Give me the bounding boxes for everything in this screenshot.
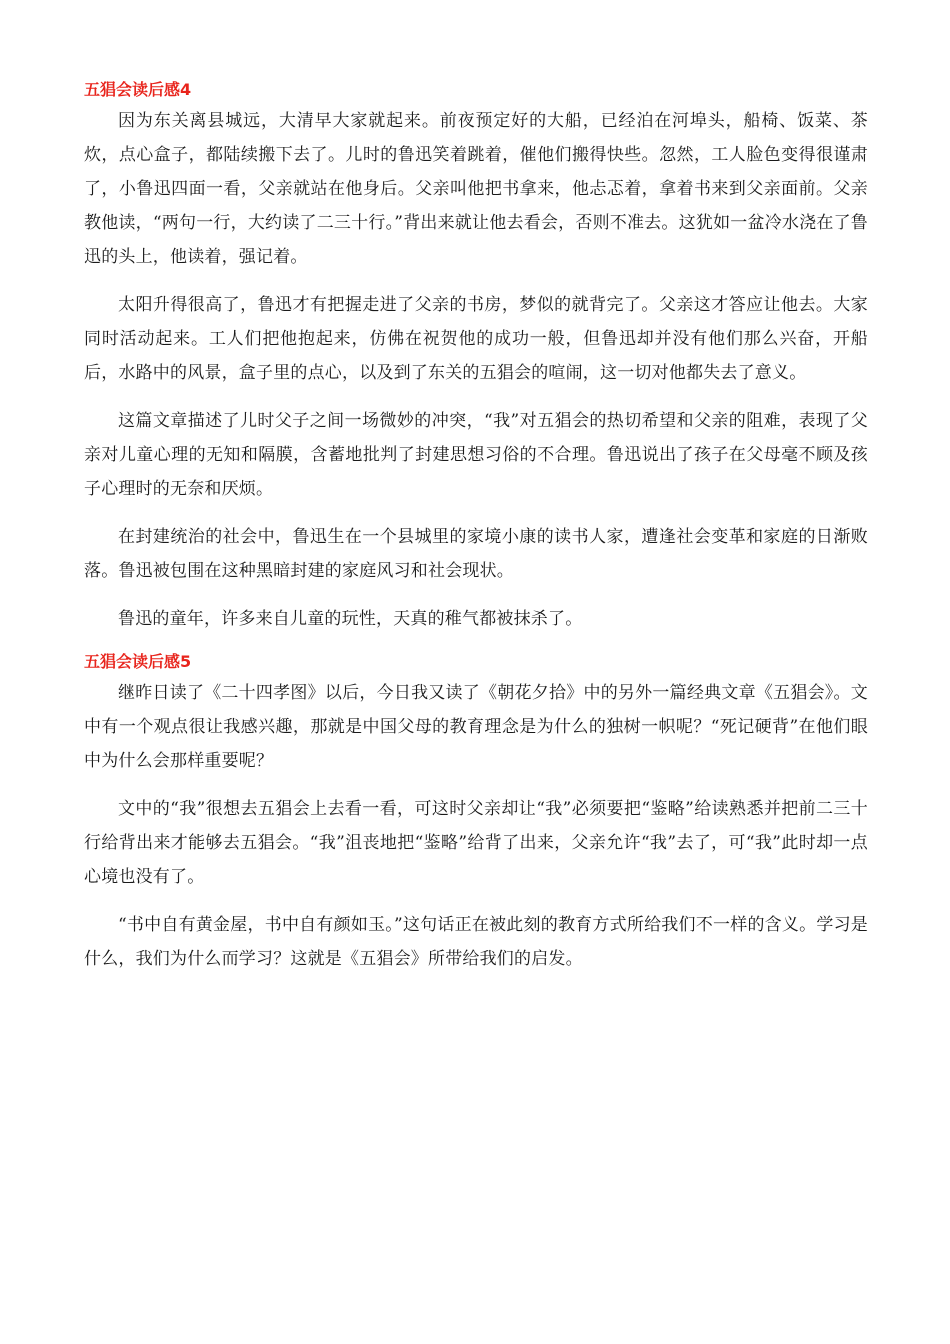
paragraph: 这篇文章描述了儿时父子之间一场微妙的冲突，“我”对五猖会的热切希望和父亲的阻难，表现了父亲对儿童心理的无知和隔膜，含蓄地批判了封建思想习俗的不合理。鲁迅说出了孩子在父母毫不顾及孩子心理时的无奈和厌烦。 (84, 411, 868, 499)
paragraph: “书中自有黄金屋，书中自有颜如玉。”这句话正在被此刻的教育方式所给我们不一样的含义。学习是什么，我们为什么而学习？这就是《五猖会》所带给我们的启发。 (84, 915, 868, 969)
paragraph: 太阳升得很高了，鲁迅才有把握走进了父亲的书房，梦似的就背完了。父亲这才答应让他去。大家同时活动起来。工人们把他抱起来，仿佛在祝贺他的成功一般，但鲁迅却并没有他们那么兴奋，开船后，水路中的风景，盒子里的点心，以及到了东关的五猖会的喧闹，这一切对他都失去了意义。 (84, 295, 868, 383)
paragraph: 在封建统治的社会中，鲁迅生在一个县城里的家境小康的读书人家，遭逢社会变革和家庭的日渐败落。鲁迅被包围在这种黑暗封建的家庭风习和社会现状。 (84, 527, 868, 581)
section-5 (84, 650, 868, 976)
section-heading: 五猖会读后感5 (84, 652, 192, 671)
section-4 (84, 78, 868, 636)
paragraph: 继昨日读了《二十四孝图》以后，今日我又读了《朝花夕拾》中的另外一篇经典文章《五猖会》。文中有一个观点很让我感兴趣，那就是中国父母的教育理念是为什么的独树一帜呢？“死记硬背”在他们眼中为什么会那样重要呢？ (84, 683, 868, 771)
paragraph: 鲁迅的童年，许多来自儿童的玩性，天真的稚气都被抹杀了。 (118, 609, 583, 629)
paragraph: 因为东关离县城远，大清早大家就起来。前夜预定好的大船，已经泊在河埠头，船椅、饭菜、茶炊，点心盒子，都陆续搬下去了。儿时的鲁迅笑着跳着，催他们搬得快些。忽然，工人脸色变得很谨肃了，小鲁迅四面一看，父亲就站在他身后。父亲叫他把书拿来，他忐忑着，拿着书来到父亲面前。父亲教他读，“两句一行，大约读了二三十行。”背出来就让他去看会，否则不准去。这犹如一盆冷水浇在了鲁迅的头上，他读着，强记着。 (84, 111, 868, 267)
paragraph: 文中的“我”很想去五猖会上去看一看，可这时父亲却让“我”必须要把“鉴略”给读熟悉并把前二三十行给背出来才能够去五猖会。“我”沮丧地把“鉴略”给背了出来，父亲允许“我”去了，可“我”此时却一点心境也没有了。 (84, 799, 868, 887)
document-page (84, 78, 868, 990)
section-heading: 五猖会读后感4 (84, 80, 192, 99)
